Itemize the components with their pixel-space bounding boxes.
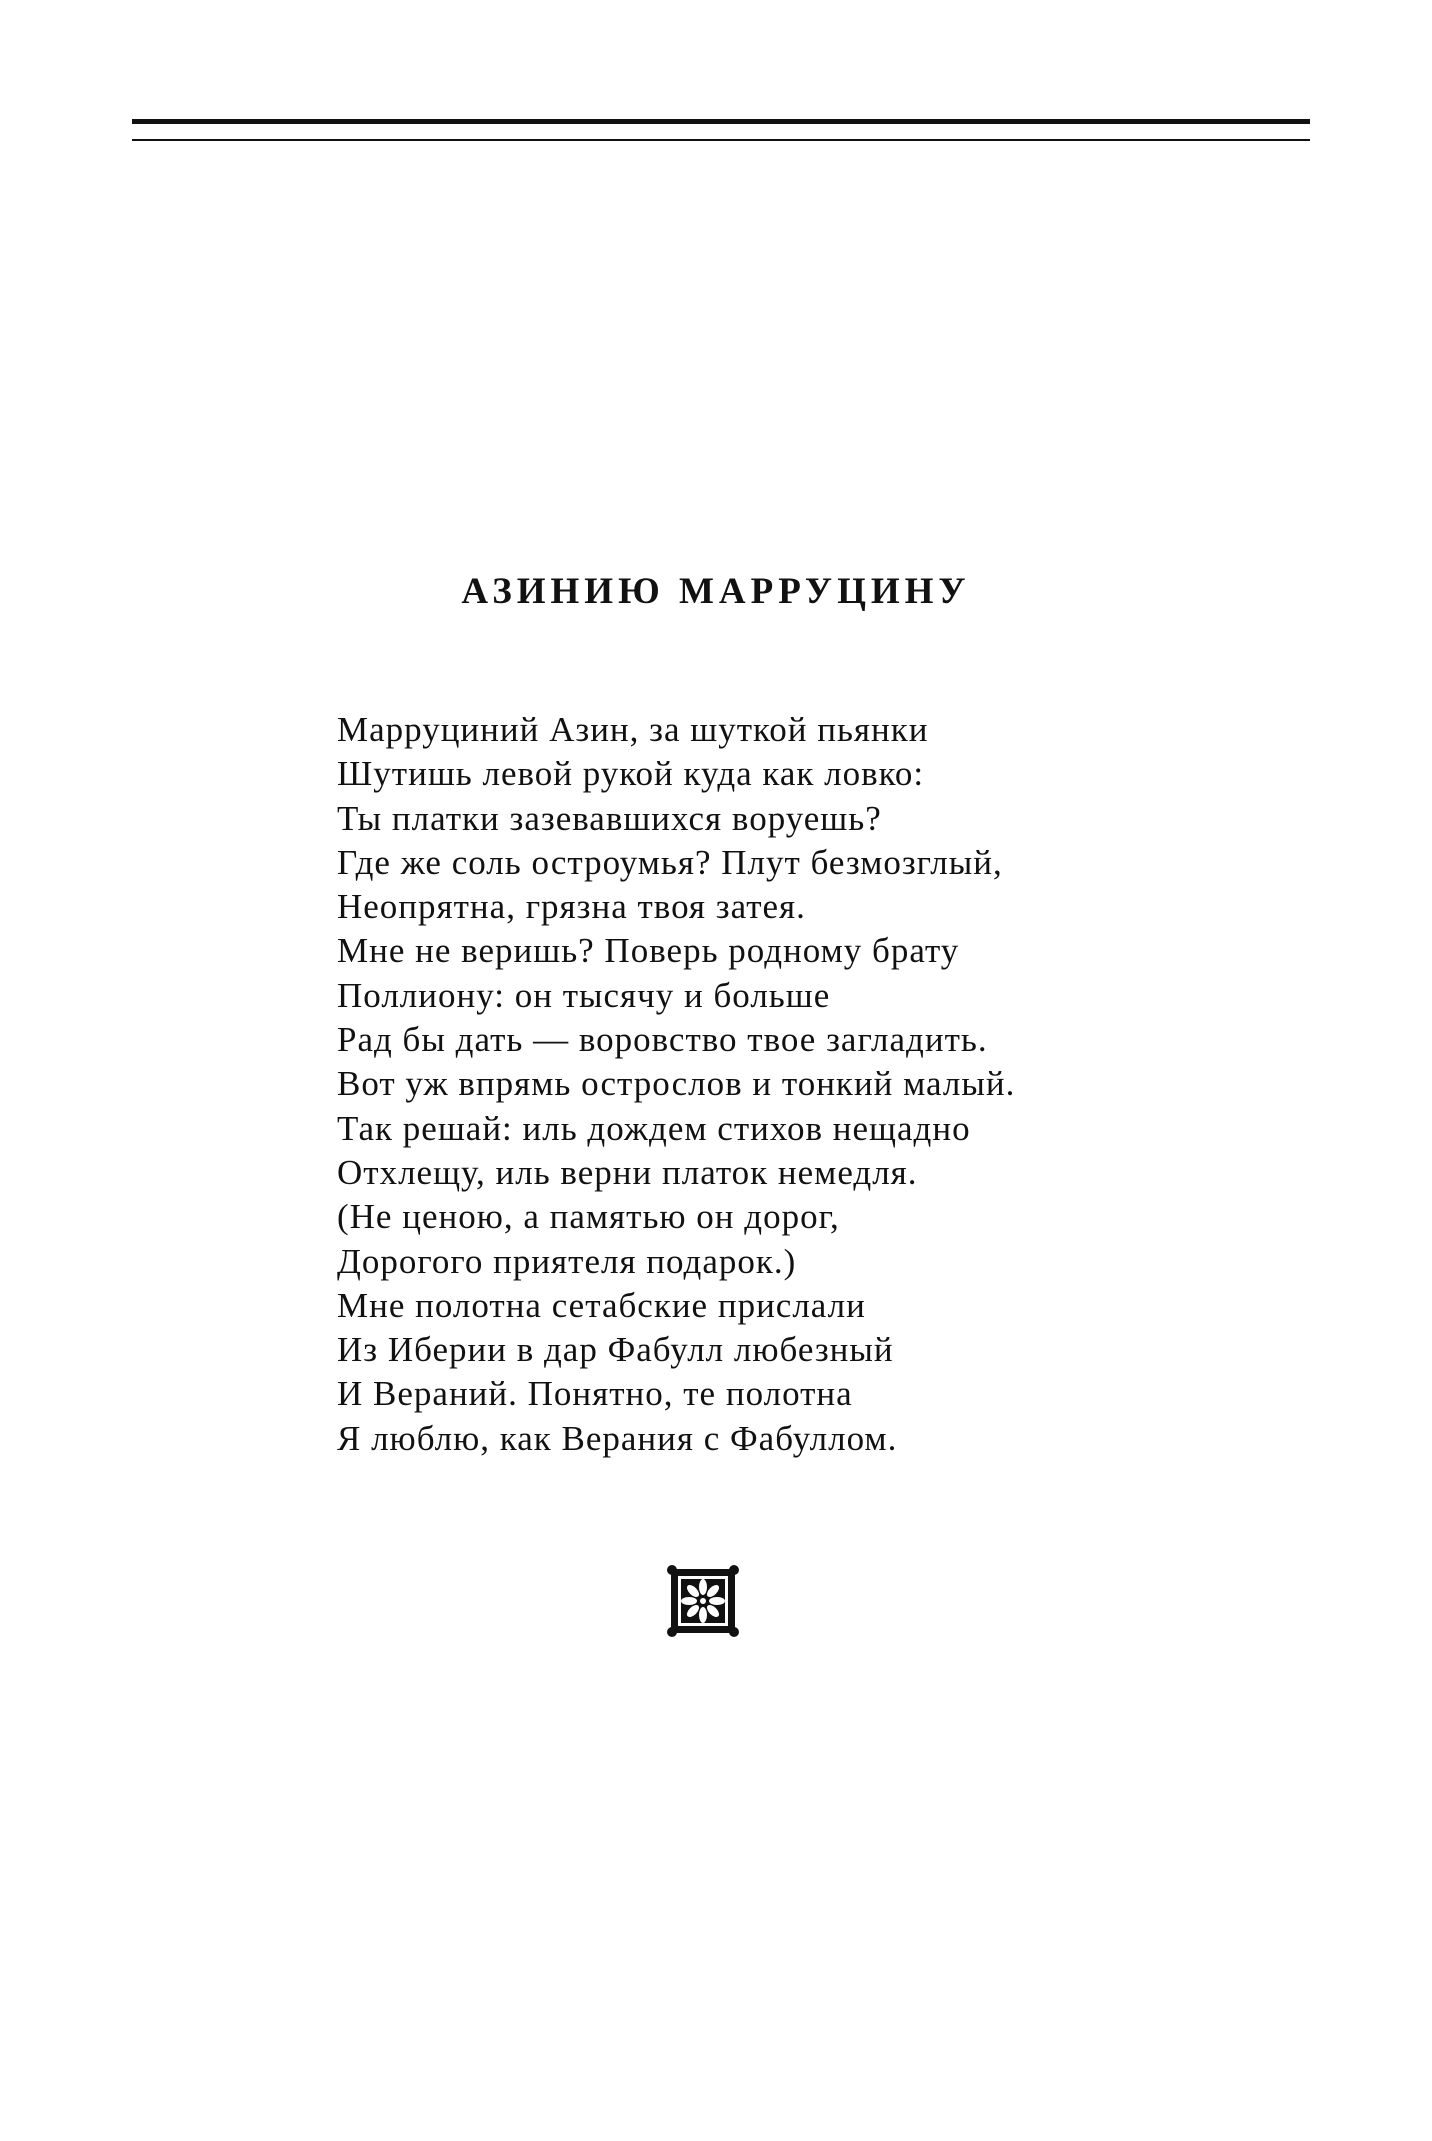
- poem-line: Мне не веришь? Поверь родному брату: [337, 931, 960, 971]
- header-rule-thin: [132, 139, 1310, 141]
- poem-line: Мне полотна сетабские прислали: [337, 1285, 866, 1325]
- poem-line: Вот уж впрямь острослов и тонкий малый.: [337, 1064, 1016, 1104]
- poem-line: Я люблю, как Верания с Фабуллом.: [337, 1418, 898, 1458]
- poem-line: Дорогого приятеля подарок.): [337, 1241, 797, 1281]
- poem-line: Шутишь левой рукой куда как ловко:: [337, 754, 925, 794]
- poem-line: Неопрятна, грязна твоя затея.: [337, 887, 806, 927]
- poem-line: И Вераний. Понятно, те полотна: [337, 1374, 853, 1414]
- poem-line: Отхлещу, иль верни платок немедля.: [337, 1152, 918, 1192]
- poem-line: Из Иберии в дар Фабулл любезный: [337, 1330, 894, 1370]
- poem-line: Так решай: иль дождем стихов нещадно: [337, 1108, 971, 1148]
- poem-line: (Не ценою, а памятью он дорог,: [337, 1197, 840, 1237]
- poem-line: Марруциний Азин, за шуткой пьянки: [337, 710, 929, 749]
- poem-title: АЗИНИЮ МАРРУЦИНУ: [461, 571, 971, 612]
- poem-line: Где же соль остроумья? Плут безмозглый,: [337, 842, 1003, 882]
- poem-line: Поллиону: он тысячу и больше: [337, 975, 831, 1015]
- flower-ornament-icon: [667, 1565, 739, 1637]
- poem-body: [337, 708, 1015, 1461]
- poem-line: Рад бы дать — воровство твое загладить.: [337, 1020, 988, 1060]
- header-rule-thick: [132, 119, 1310, 124]
- poem-line: Ты платки зазевавшихся воруешь?: [337, 798, 882, 838]
